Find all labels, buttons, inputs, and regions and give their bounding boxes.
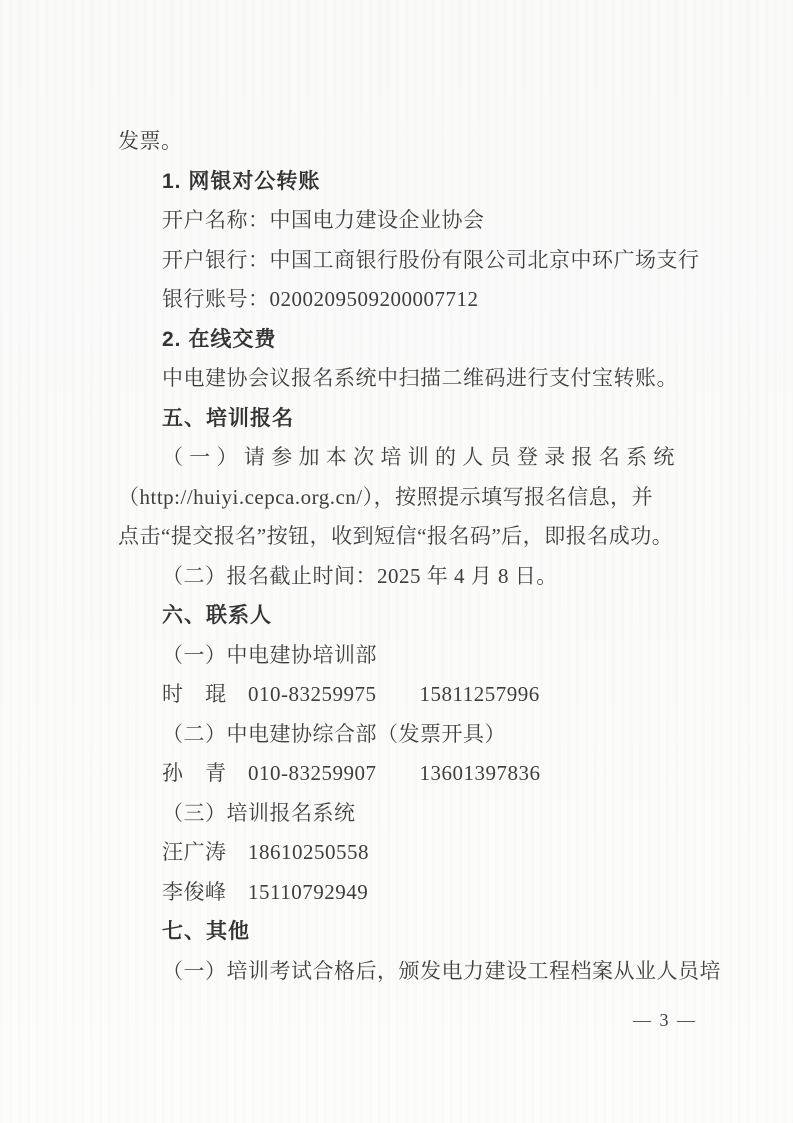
line-contact-li-junfeng: 李俊峰 15110792949	[162, 879, 369, 904]
heading-others: 七、其他	[162, 920, 250, 943]
line-contact-dept-general: （二）中电建协综合部（发票开具）	[162, 721, 506, 746]
line-contact-registration-system: （三）培训报名系统	[162, 800, 356, 825]
line-contact-dept-training: （一）中电建协培训部	[162, 642, 377, 667]
line-bank-account-number: 银行账号：0200209509200007712	[162, 287, 479, 311]
line-contact-sun-qing: 孙 青 010-83259907 13601397836	[162, 761, 541, 785]
line-registration-para-2-url: （http://huiyi.cepca.org.cn/），按照提示填写报名信息，并	[118, 484, 654, 509]
line-registration-para-3: 点击“提交报名”按钮，收到短信“报名码”后，即报名成功。	[118, 524, 674, 548]
heading-training-registration: 五、培训报名	[162, 406, 294, 430]
line-online-payment-desc: 中电建协会议报名系统中扫描二维码进行支付宝转账。	[162, 366, 678, 390]
line-bank-name: 开户银行：中国工商银行股份有限公司北京中环广场支行	[162, 247, 700, 272]
page-number: — 3 —	[633, 1010, 697, 1030]
line-invoice-continuation: 发票。	[118, 129, 183, 153]
line-contact-wang-guangtao: 汪广涛 18610250558	[162, 840, 369, 864]
line-contact-shi-kun: 时 琨 010-83259975 15811257996	[162, 682, 540, 706]
heading-online-banking-transfer: 1. 网银对公转账	[162, 169, 321, 193]
line-others-para-1: （一）培训考试合格后，颁发电力建设工程档案从业人员培	[162, 958, 721, 983]
line-account-name: 开户名称：中国电力建设企业协会	[162, 208, 485, 232]
document-body	[118, 122, 721, 991]
heading-contacts: 六、联系人	[162, 604, 272, 627]
line-registration-para-1: （一）请参加本次培训的人员登录报名系统	[162, 445, 681, 469]
line-registration-deadline: （二）报名截止时间：2025 年 4 月 8 日。	[162, 563, 558, 588]
heading-online-payment: 2. 在线交费	[162, 327, 277, 351]
